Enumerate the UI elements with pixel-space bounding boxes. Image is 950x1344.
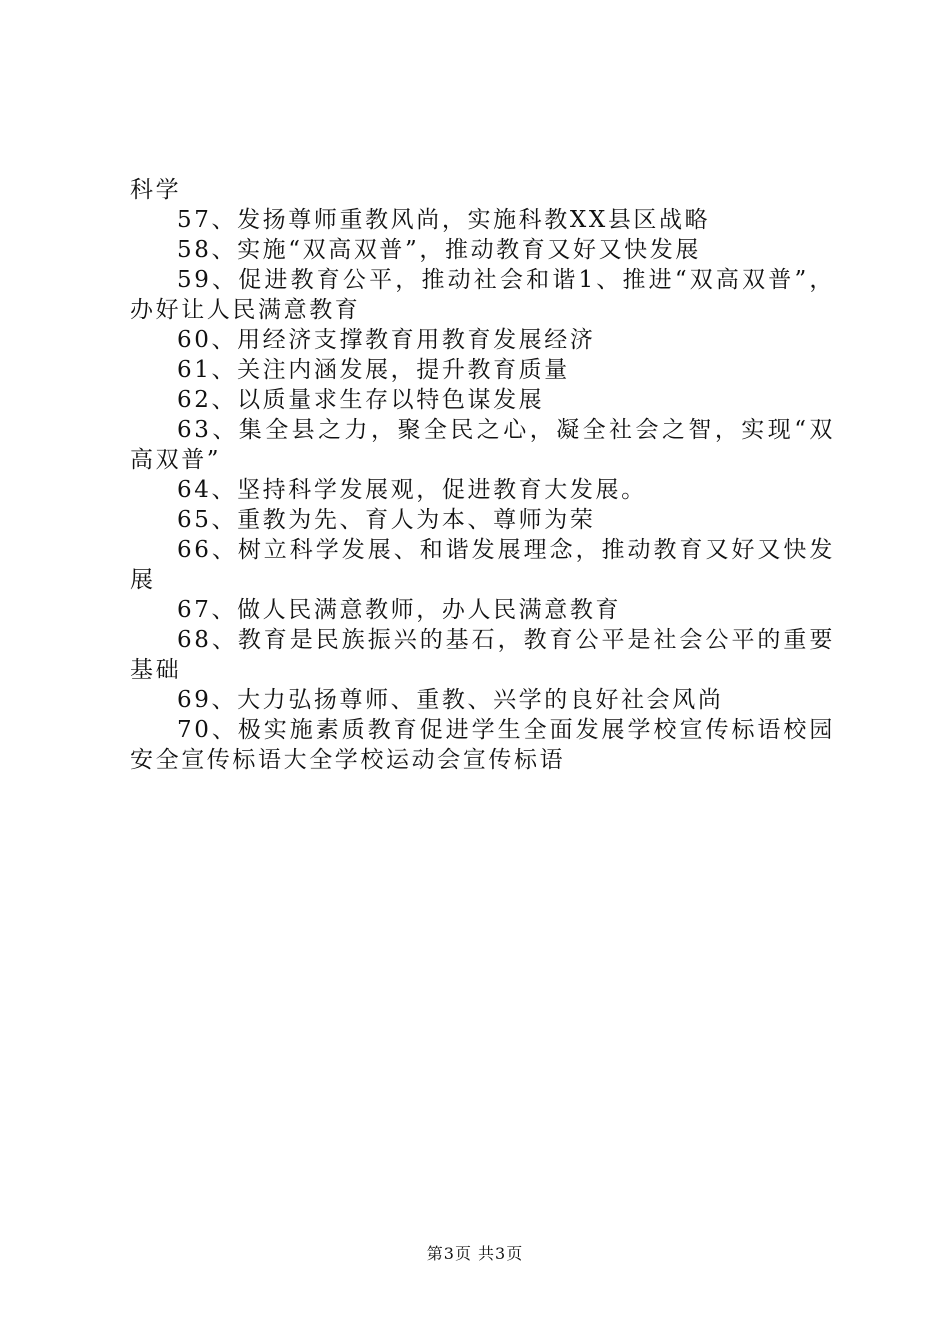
paragraph: 67、做人民满意教师，办人民满意教育 [177, 597, 622, 623]
paragraph: 62、以质量求生存以特色谋发展 [177, 387, 545, 413]
document-body [130, 175, 835, 775]
paragraph: 70、极实施素质教育促进学生全面发展学校宣传标语校园安全宣传标语大全学校运动会宣传标语 [130, 717, 835, 773]
paragraph: 63、集全县之力，聚全民之心，凝全社会之智，实现“双高双普” [130, 417, 835, 473]
paragraph: 60、用经济支撑教育用教育发展经济 [177, 327, 596, 353]
paragraph: 66、树立科学发展、和谐发展理念，推动教育又好又快发展 [130, 537, 835, 593]
paragraph: 57、发扬尊师重教风尚，实施科教XX县区战略 [177, 207, 711, 233]
paragraph: 65、重教为先、育人为本、尊师为荣 [177, 507, 596, 533]
paragraph: 58、实施“双高双普”，推动教育又好又快发展 [177, 237, 701, 263]
page-number-footer: 第3页 共3页 [426, 1244, 524, 1263]
paragraph: 61、关注内涵发展，提升教育质量 [177, 357, 570, 383]
paragraph: 59、促进教育公平，推动社会和谐1、推进“双高双普”，办好让人民满意教育 [130, 267, 835, 323]
paragraph: 科学 [130, 177, 182, 203]
paragraph: 68、教育是民族振兴的基石，教育公平是社会公平的重要基础 [130, 627, 835, 683]
paragraph: 69、大力弘扬尊师、重教、兴学的良好社会风尚 [177, 687, 724, 713]
paragraph: 64、坚持科学发展观，促进教育大发展。 [177, 477, 647, 503]
